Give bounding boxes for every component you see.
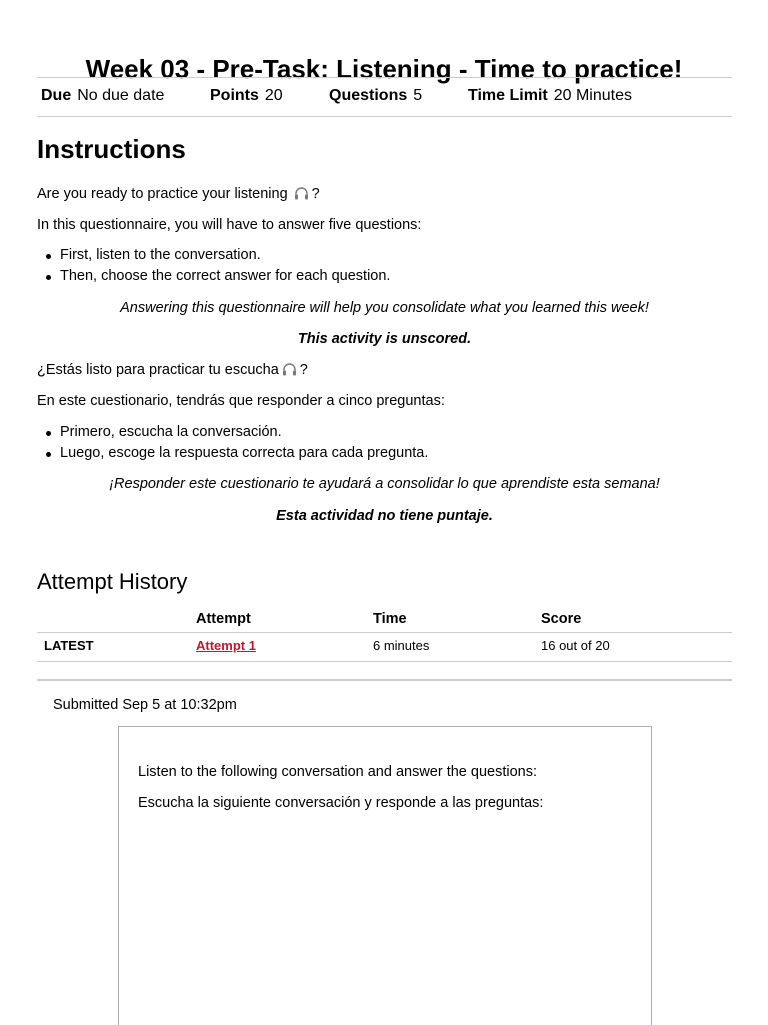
column-header-time: Time [373,611,407,627]
headphones-icon [282,363,297,381]
en-unscored-text: This activity is unscored. [297,331,472,347]
list-item: Primero, escucha la conversación. [37,422,428,443]
due-info [41,87,164,105]
due-label: Due [41,87,72,104]
time-limit-label: Time Limit [468,87,548,104]
es-steps-list [37,422,428,464]
attempt-link[interactable]: Attempt 1 [196,638,256,653]
question-instruction-es: Escucha la siguiente conversación y responde a las preguntas: [138,795,544,811]
questions-info [329,87,422,105]
en-motivation-text: Answering this questionnaire will help you consolidate what you learned this week! [120,300,649,316]
en-intro-paragraph [37,185,732,205]
list-item: Luego, escoge la respuesta correcta para cada pregunta. [37,443,428,464]
quiz-details-bar [37,77,732,117]
attempt-score: 16 out of 20 [541,638,610,653]
es-intro-end: ? [299,362,308,378]
en-intro-text: Are you ready to practice your listening [37,186,288,202]
en-steps-list [37,245,390,287]
es-motivation-text: ¡Responder este cuestionario te ayudará a consolidar lo que aprendiste esta semana! [109,476,660,492]
points-label: Points [210,87,259,104]
en-intro-end: ? [311,186,320,202]
es-unscored-text: Esta actividad no tiene puntaje. [276,508,493,524]
list-item: First, listen to the conversation. [37,245,390,266]
attempt-time: 6 minutes [373,638,430,653]
instructions-heading: Instructions [37,134,186,164]
points-value: 20 [264,87,283,104]
questions-label: Questions [329,87,408,104]
list-item: Then, choose the correct answer for each question. [37,266,390,287]
points-info [210,87,283,105]
questions-value: 5 [413,87,423,104]
column-header-attempt: Attempt [196,611,251,627]
table-header-row [37,606,732,633]
submitted-timestamp: Submitted Sep 5 at 10:32pm [53,697,237,713]
es-intro-text: ¿Estás listo para practicar tu escucha [37,362,279,378]
attempt-history-heading: Attempt History [37,569,188,594]
headphones-icon [294,187,309,205]
attempt-status: LATEST [44,638,94,653]
en-task-paragraph: In this questionnaire, you will have to answer five questions: [37,217,422,233]
attempt-history-table [37,606,732,662]
time-limit-info [468,87,632,105]
es-intro-paragraph [37,361,732,381]
page-title: Week 03 - Pre-Task: Listening - Time to practice! [85,54,683,85]
table-row [37,633,732,662]
due-value: No due date [77,87,165,104]
section-divider [37,679,732,681]
question-box [118,726,652,1025]
column-header-score: Score [541,611,582,627]
time-limit-value: 20 Minutes [553,87,632,104]
question-instruction-en: Listen to the following conversation and answer the questions: [138,764,537,780]
es-task-paragraph: En este cuestionario, tendrás que responder a cinco preguntas: [37,393,445,409]
